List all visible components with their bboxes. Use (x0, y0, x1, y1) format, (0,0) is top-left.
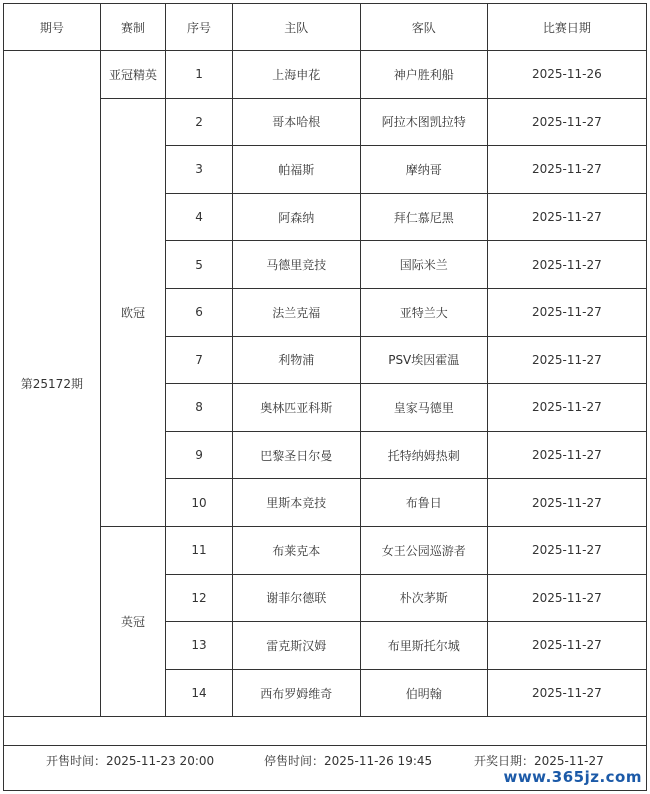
match-number: 4 (166, 193, 233, 241)
match-date: 2025-11-27 (487, 98, 646, 146)
away-team: 布里斯托尔城 (360, 622, 487, 670)
home-team: 布莱克本 (232, 526, 360, 574)
match-number: 3 (166, 146, 233, 194)
home-team: 奥林匹亚科斯 (232, 384, 360, 432)
match-number: 13 (166, 622, 233, 670)
match-date: 2025-11-27 (487, 431, 646, 479)
away-team: 布鲁日 (360, 479, 487, 527)
match-date: 2025-11-26 (487, 51, 646, 99)
home-team: 利物浦 (232, 336, 360, 384)
match-number: 8 (166, 384, 233, 432)
away-team: 阿拉木图凯拉特 (360, 98, 487, 146)
header-home: 主队 (232, 4, 360, 51)
home-team: 马德里竞技 (232, 241, 360, 289)
away-team: 国际米兰 (360, 241, 487, 289)
away-team: 神户胜利船 (360, 51, 487, 99)
schedule-table (3, 3, 647, 746)
match-date: 2025-11-27 (487, 479, 646, 527)
match-number: 10 (166, 479, 233, 527)
draw-date: 开奖日期：2025-11-27 (474, 754, 604, 768)
away-team: 伯明翰 (360, 669, 487, 717)
match-date: 2025-11-27 (487, 526, 646, 574)
match-date: 2025-11-27 (487, 288, 646, 336)
match-date: 2025-11-27 (487, 336, 646, 384)
header-number: 序号 (166, 4, 233, 51)
match-date: 2025-11-27 (487, 146, 646, 194)
match-number: 12 (166, 574, 233, 622)
watermark: www.365jz.com (503, 768, 642, 786)
header-row (4, 4, 647, 51)
spacer-cell (4, 717, 647, 746)
away-team: 托特纳姆热刺 (360, 431, 487, 479)
spacer-row (4, 717, 647, 746)
home-team: 巴黎圣日尔曼 (232, 431, 360, 479)
away-team: 女王公园巡游者 (360, 526, 487, 574)
home-team: 西布罗姆维奇 (232, 669, 360, 717)
competition-cell: 亚冠精英 (100, 51, 166, 99)
match-number: 11 (166, 526, 233, 574)
away-team: 朴次茅斯 (360, 574, 487, 622)
match-date: 2025-11-27 (487, 241, 646, 289)
sale-start-time: 开售时间：2025-11-23 20:00 (46, 754, 215, 768)
header-competition: 赛制 (100, 4, 166, 51)
match-number: 5 (166, 241, 233, 289)
away-team: 皇家马德里 (360, 384, 487, 432)
match-date: 2025-11-27 (487, 622, 646, 670)
home-team: 阿森纳 (232, 193, 360, 241)
home-team: 帕福斯 (232, 146, 360, 194)
competition-cell: 英冠 (100, 526, 166, 716)
match-number: 6 (166, 288, 233, 336)
table-row (4, 98, 647, 146)
match-number: 14 (166, 669, 233, 717)
match-number: 9 (166, 431, 233, 479)
away-team: 拜仁慕尼黑 (360, 193, 487, 241)
match-date: 2025-11-27 (487, 669, 646, 717)
match-number: 1 (166, 51, 233, 99)
header-date: 比赛日期 (487, 4, 646, 51)
match-date: 2025-11-27 (487, 574, 646, 622)
match-date: 2025-11-27 (487, 193, 646, 241)
away-team: 亚特兰大 (360, 288, 487, 336)
away-team: 摩纳哥 (360, 146, 487, 194)
sale-stop-time: 停售时间：2025-11-26 19:45 (264, 754, 433, 768)
home-team: 上海申花 (232, 51, 360, 99)
table-row (4, 51, 647, 99)
header-away: 客队 (360, 4, 487, 51)
home-team: 谢菲尔德联 (232, 574, 360, 622)
match-date: 2025-11-27 (487, 384, 646, 432)
competition-cell: 欧冠 (100, 98, 166, 526)
header-period: 期号 (4, 4, 101, 51)
home-team: 里斯本竞技 (232, 479, 360, 527)
home-team: 法兰克福 (232, 288, 360, 336)
home-team: 哥本哈根 (232, 98, 360, 146)
home-team: 雷克斯汉姆 (232, 622, 360, 670)
match-number: 7 (166, 336, 233, 384)
period-cell: 第25172期 (4, 51, 101, 717)
table-row (4, 526, 647, 574)
away-team: PSV埃因霍温 (360, 336, 487, 384)
match-number: 2 (166, 98, 233, 146)
